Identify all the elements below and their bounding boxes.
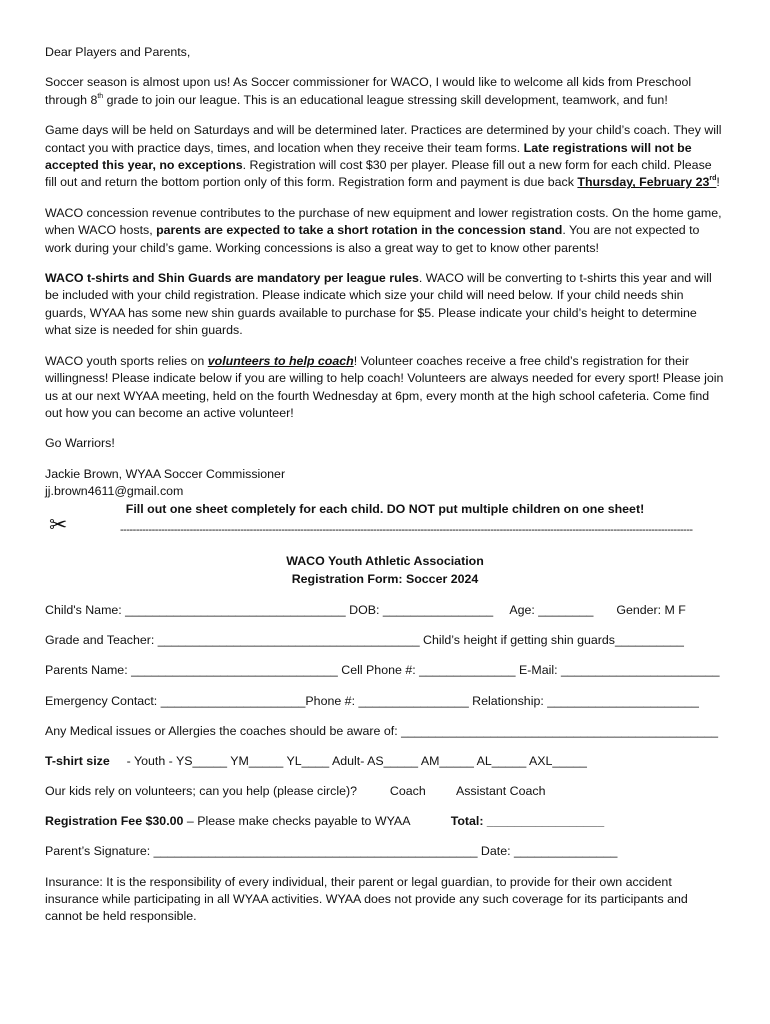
- late-registration-warning: Late registrations will not be accepted this year, no exceptions: [45, 140, 692, 173]
- welcome-text: Soccer season is almost upon us! As Soccer commissioner for WACO, I would like to welcome all kids from Preschool through 8: [45, 75, 692, 107]
- fee-label: Registration Fee $30.00: [45, 814, 184, 829]
- letter-page: [45, 44, 725, 926]
- schedule-text: Game days will be held on Saturdays and will be determined later. Practices are determined by your child’s coach. They will contact you with practice days, times, and location when they receive their team forms.: [45, 123, 722, 155]
- dashed-line: -------------------------------------------------------------------------------------------------------------------------------------------------------------------------------------: [120, 523, 693, 536]
- concession-text: WACO concession revenue contributes to the purchase of new equipment and lower registration costs. On the home game, when WACO hosts,: [45, 205, 722, 238]
- equipment-paragraph: [45, 270, 725, 340]
- welcome-text-end: grade to join our league. This is an educational league stressing skill development, teamwork, and fun!: [103, 92, 668, 107]
- coach-option[interactable]: Coach: [389, 784, 426, 799]
- form-org: WACO Youth Athletic Association: [286, 553, 484, 568]
- schedule-paragraph: [45, 122, 725, 192]
- signature-row[interactable]: Parent’s Signature: _______________________________________________ Date: _______________: [45, 844, 618, 859]
- concession-paragraph: [45, 205, 725, 257]
- fee-text: – Please make checks payable to WYAA: [183, 814, 410, 829]
- assistant-coach-option[interactable]: Assistant Coach: [455, 784, 546, 799]
- cut-line: [45, 511, 725, 546]
- emergency-row[interactable]: Emergency Contact: _____________________Phone #: ________________ Relationship: ______________________: [45, 693, 699, 708]
- gender-field[interactable]: Gender: M F: [616, 602, 686, 617]
- total-field[interactable]: Total: _________________: [450, 814, 605, 829]
- form-header: [45, 552, 725, 588]
- superscript: th: [97, 92, 104, 100]
- signature-name: Jackie Brown, WYAA Soccer Commissioner: [45, 466, 286, 481]
- registration-text: . Registration will cost $30 per player. Please fill out a new form for each child. Please fill out and return the bottom portion only of this form. Registration form and payment is due back: [45, 158, 712, 190]
- volunteer-text: WACO youth sports relies on: [45, 353, 208, 368]
- signature-email: jj.brown4611@gmail.com: [45, 484, 184, 499]
- tshirt-label: T-shirt size: [45, 753, 110, 768]
- concession-text-end: . You are not expected to work during your child’s game. Working concessions is also a great way to get to know other parents!: [45, 223, 700, 255]
- punctuation: !: [716, 175, 720, 190]
- parents-row[interactable]: Parents Name: ______________________________ Cell Phone #: ______________ E-Mail: _______________________: [45, 663, 720, 678]
- medical-row[interactable]: Any Medical issues or Allergies the coaches should be aware of: ______________________________________________: [45, 723, 719, 738]
- salutation: Dear Players and Parents,: [45, 45, 191, 59]
- tshirt-sizes[interactable]: - Youth - YS_____ YM_____ YL____ Adult- AS_____ AM_____ AL_____ AXL_____: [126, 753, 587, 768]
- equipment-emphasis: WACO t-shirts and Shin Guards are mandatory per league rules: [45, 271, 419, 286]
- volunteer-emphasis: volunteers to help coach: [207, 353, 354, 368]
- form-title: Registration Form: Soccer 2024: [291, 571, 479, 586]
- notice-text: Fill out one sheet completely for each child. DO NOT put multiple children on one sheet!: [125, 501, 645, 516]
- fee-row: [45, 813, 725, 843]
- concession-emphasis: parents are expected to take a short rotation in the concession stand: [156, 223, 563, 238]
- equipment-text: . WACO will be converting to t-shirts this year and will be included with your child registration. Please indicate which size your child will need below. If your child needs shin guards, WYAA has some new shin guards available to purchase for $5. Please indicate your child’s height to determine what size is needed for shin guards.: [45, 271, 712, 338]
- grade-row[interactable]: Grade and Teacher: ______________________________________ Child’s height if getting shin guards__________: [45, 633, 684, 648]
- volunteer-text-end: ! Volunteer coaches receive a free child’s registration for their willingness! Please indicate below if you are willing to help coach! Volunteers are always needed for every sport! Please join us at our next WYAA meeting, held on the fourth Wednesday at 6pm, every month at the high school cafeteria. Come find out how you can become an active volunteer!: [45, 353, 724, 420]
- insurance-notice: Insurance: It is the responsibility of every individual, their parent or legal guardian, to provide for their own accident insurance while participating in all WYAA activities. WYAA does not provide any such coverage for its participants and cannot be held responsible.: [45, 874, 688, 924]
- volunteer-question: Our kids rely on volunteers; can you help (please circle)?: [45, 784, 357, 799]
- tshirt-row: [45, 753, 725, 783]
- child-name-row: [45, 602, 725, 632]
- child-name-field[interactable]: Child's Name: ________________________________ DOB: ________________: [45, 602, 494, 617]
- notice: [45, 501, 725, 518]
- volunteer-paragraph: [45, 353, 725, 423]
- closing: Go Warriors!: [45, 436, 115, 451]
- age-field[interactable]: Age: ________: [509, 602, 594, 617]
- due-date: Thursday, February 23: [577, 175, 710, 190]
- welcome-paragraph: [45, 74, 725, 109]
- superscript: rd: [709, 175, 717, 183]
- scissors-icon: ✂: [49, 511, 68, 537]
- volunteer-row: [45, 783, 725, 813]
